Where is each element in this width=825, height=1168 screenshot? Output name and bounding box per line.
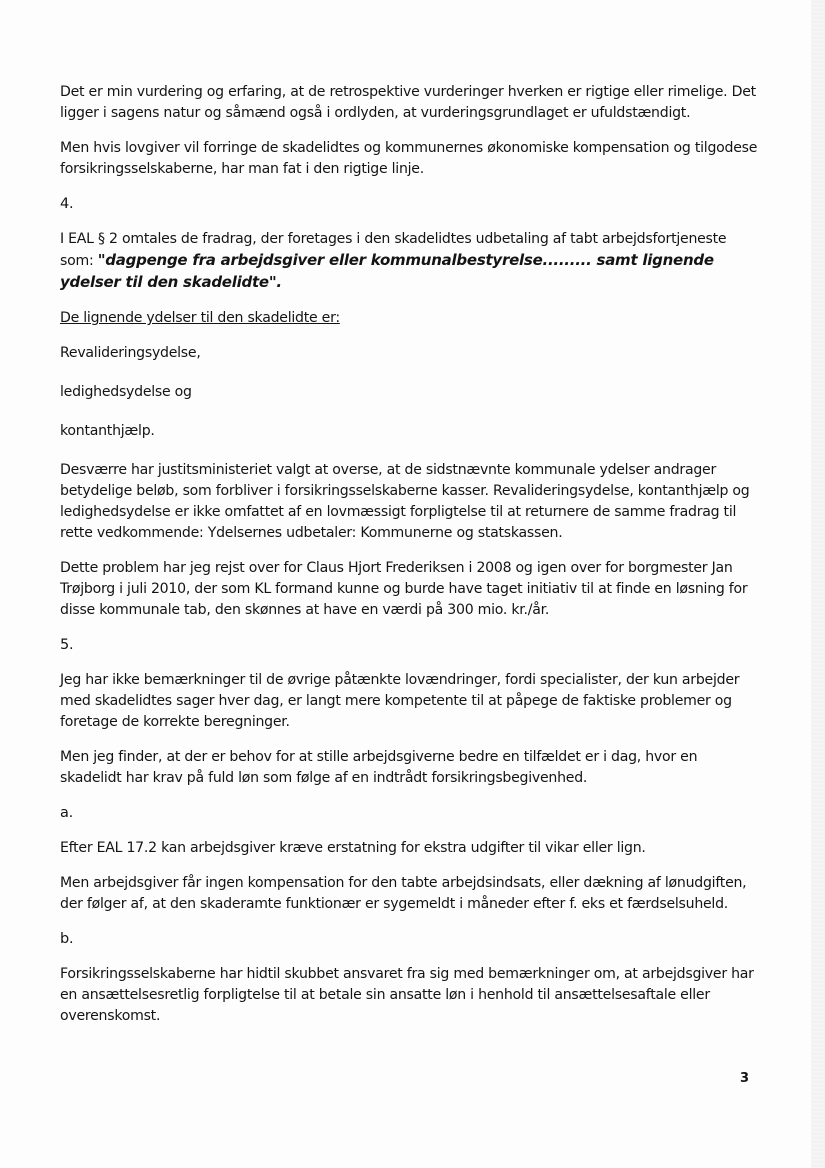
eal-2-quote: "dagpenge fra arbejdsgiver eller kommunalbestyrelse......... samt lignende ydelser til den skadelidte".	[60, 251, 714, 291]
section-number-4: 4.	[60, 196, 74, 212]
eal-2-intro: I EAL § 2 omtales de fradrag, der foretages i den skadelidtes udbetaling af tabt arbejdsfortjeneste som:	[60, 231, 727, 269]
section-letter-a: a.	[60, 805, 73, 821]
paragraph-ministry-oversight: Desværre har justitsministeriet valgt at overse, at de sidstnævnte kommunale ydelser andrager betydelige beløb, som forbliver i forsikringsselskaberne kasser. Revalideringsydelse, kontanthjælp og ledighedsydelse er ikke omfattet af en lovmæssigt forpligtelse til at returnere de samme fradrag til rette vedkommende: Ydelsernes udbetaler: Kommunerne og statskassen.	[60, 462, 750, 541]
section-number-5: 5.	[60, 637, 74, 653]
benefit-item: ledighedsydelse og	[60, 384, 192, 400]
paragraph-no-remarks: Jeg har ikke bemærkninger til de øvrige påtænkte lovændringer, fordi specialister, der kun arbejder med skadelidtes sager hver dag, er langt mere kompetente til at påpege de faktiske problemer og foretage de korrekte beregninger.	[60, 672, 740, 730]
benefit-item: kontanthjælp.	[60, 423, 155, 439]
paragraph-eal-17-2: Efter EAL 17.2 kan arbejdsgiver kræve erstatning for ekstra udgifter til vikar eller lign.	[60, 840, 646, 856]
paragraph-insurers-responsibility: Forsikringsselskaberne har hidtil skubbet ansvaret fra sig med bemærkninger om, at arbejdsgiver har en ansættelsesretlig forpligtelse til at betale sin ansatte løn i henhold til ansættelsesaftale eller overenskomst.	[60, 966, 754, 1024]
paragraph-no-compensation: Men arbejdsgiver får ingen kompensation for den tabte arbejdsindsats, eller dækning af lønudgiften, der følger af, at den skaderamte funktionær er sygemeldt i måneder efter f. eks et færdselsuheld.	[60, 875, 747, 912]
paragraph-problem-raised: Dette problem har jeg rejst over for Claus Hjort Frederiksen i 2008 og igen over for borgmester Jan Trøjborg i juli 2010, der som KL formand kunne og burde have taget initiativ til at finde en løsning for disse kommunale tab, den skønnes at have en værdi på 300 mio. kr./år.	[60, 560, 748, 618]
similar-benefits-heading: De lignende ydelser til den skadelidte er:	[60, 310, 340, 326]
paragraph-employer-needs: Men jeg finder, at der er behov for at stille arbejdsgiverne bedre en tilfældet er i dag, hvor en skadelidt har krav på fuld løn som følge af en indtrådt forsikringsbegivenhed.	[60, 749, 698, 786]
paragraph-legislator: Men hvis lovgiver vil forringe de skadelidtes og kommunernes økonomiske kompensation og tilgodese forsikringsselskaberne, har man fat i den rigtige linje.	[60, 140, 758, 177]
section-letter-b: b.	[60, 931, 74, 947]
paragraph-eal-2	[60, 229, 760, 294]
paragraph-assessment: Det er min vurdering og erfaring, at de retrospektive vurderinger hverken er rigtige eller rimelige. Det ligger i sagens natur og såmænd også i ordlyden, at vurderingsgrundlaget er ufuldstændigt.	[60, 84, 756, 121]
scan-edge-artifact	[811, 0, 825, 1168]
document-body	[60, 82, 760, 1041]
benefit-item: Revalideringsydelse,	[60, 345, 201, 361]
page-number: 3	[739, 1071, 749, 1086]
